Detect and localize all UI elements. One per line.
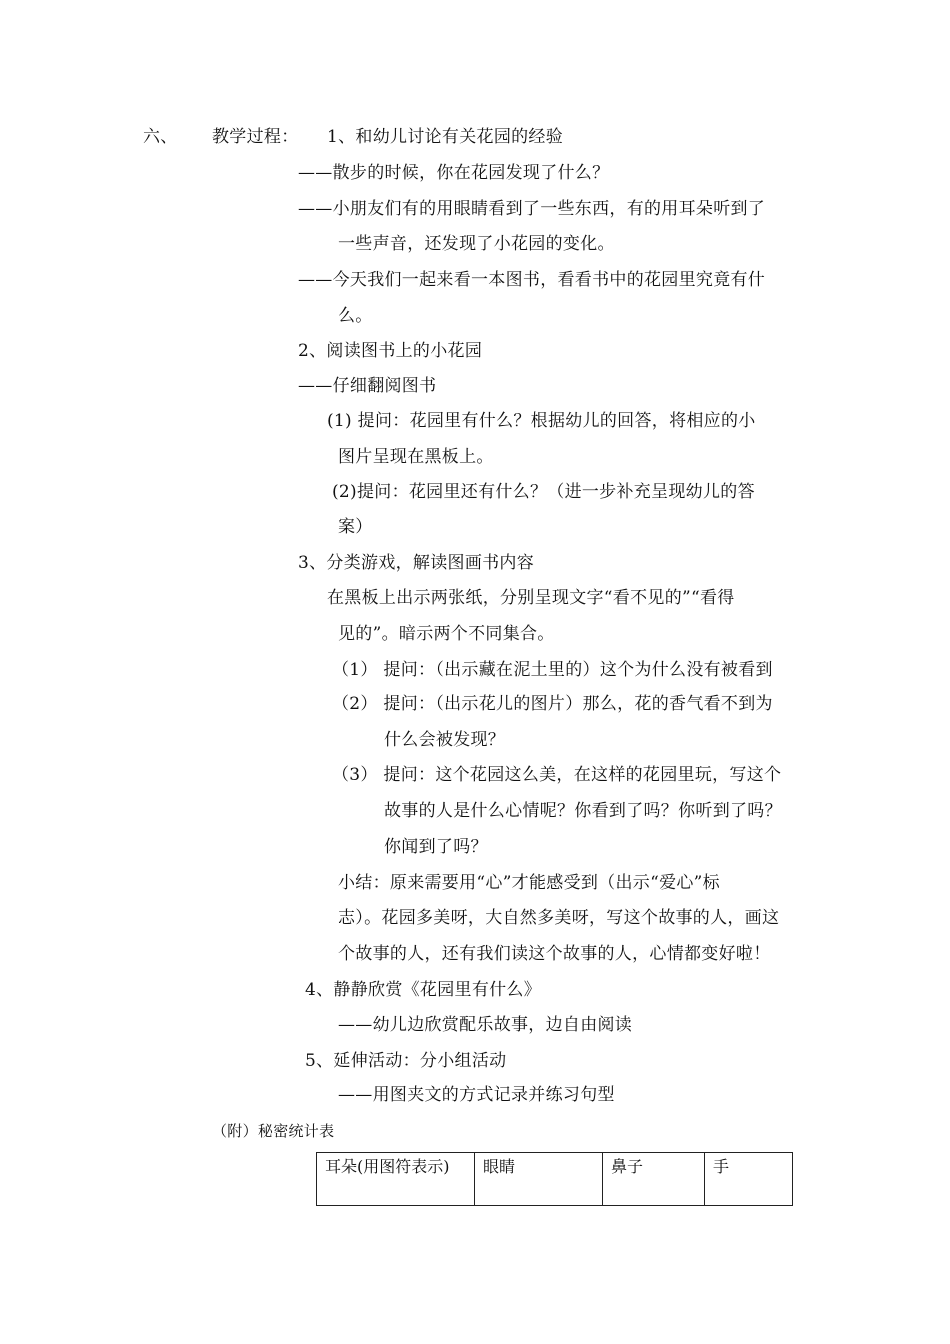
- text-line: 什么会被发现？: [384, 730, 506, 750]
- step-1-heading: 1、和幼儿讨论有关花园的经验: [327, 127, 564, 147]
- text-line: ——小朋友们有的用眼睛看到了一些东西，有的用耳朵听到了: [298, 199, 766, 219]
- question-line: (2)提问：花园里还有什么？（进一步补充呈现幼儿的答: [332, 482, 755, 502]
- text-line: 见的”。暗示两个不同集合。: [338, 624, 555, 644]
- section-title: 教学过程：: [212, 127, 299, 147]
- text-line: 在黑板上出示两张纸，分别呈现文字“看不见的”“看得: [327, 588, 735, 608]
- question-line: （3） 提问：这个花园这么美，在这样的花园里玩，写这个: [332, 765, 782, 785]
- secret-statistics-table: [316, 1152, 793, 1206]
- text-line: 案）: [338, 517, 373, 537]
- text-line: ——今天我们一起来看一本图书，看看书中的花园里究竟有什: [298, 270, 766, 290]
- text-line: 么。: [338, 306, 373, 326]
- question-line: （2） 提问：（出示花儿的图片）那么，花的香气看不到为: [332, 694, 773, 714]
- table-cell-nose: 鼻子: [603, 1153, 705, 1206]
- question-line: (1) 提问：花园里有什么？根据幼儿的回答，将相应的小: [327, 411, 756, 431]
- text-line: ——散步的时候，你在花园发现了什么？: [298, 163, 610, 183]
- text-line: ——幼儿边欣赏配乐故事，边自由阅读: [338, 1015, 633, 1035]
- summary-line: 个故事的人，还有我们读这个故事的人，心情都变好啦！: [338, 944, 771, 964]
- table-cell-hand: 手: [705, 1153, 793, 1206]
- table-cell-eyes: 眼睛: [475, 1153, 603, 1206]
- table-row: [317, 1153, 793, 1206]
- text-line: 你闻到了吗？: [384, 837, 488, 857]
- step-4-heading: 4、静静欣赏《花园里有什么》: [305, 980, 542, 1000]
- table-cell-ears: 耳朵(用图符表示): [317, 1153, 475, 1206]
- summary-line: 小结：原来需要用“心”才能感受到（出示“爱心”标: [338, 873, 720, 893]
- summary-line: 志）。花园多美呀，大自然多美呀，写这个故事的人，画这: [338, 908, 780, 928]
- text-line: 一些声音，还发现了小花园的变化。: [338, 234, 615, 254]
- text-line: ——用图夹文的方式记录并练习句型: [338, 1085, 615, 1105]
- text-line: 故事的人是什么心情呢？你看到了吗？你听到了吗？: [384, 801, 782, 821]
- step-3-heading: 3、分类游戏，解读图画书内容: [298, 553, 535, 573]
- step-2-heading: 2、阅读图书上的小花园: [298, 341, 483, 361]
- text-line: 图片呈现在黑板上。: [338, 447, 494, 467]
- appendix-title: （附）秘密统计表: [212, 1122, 335, 1140]
- section-number: 六、: [143, 127, 178, 147]
- question-line: （1） 提问：（出示藏在泥土里的）这个为什么没有被看到: [332, 660, 773, 680]
- text-line: ——仔细翻阅图书: [298, 376, 437, 396]
- step-5-heading: 5、延伸活动：分小组活动: [305, 1051, 507, 1071]
